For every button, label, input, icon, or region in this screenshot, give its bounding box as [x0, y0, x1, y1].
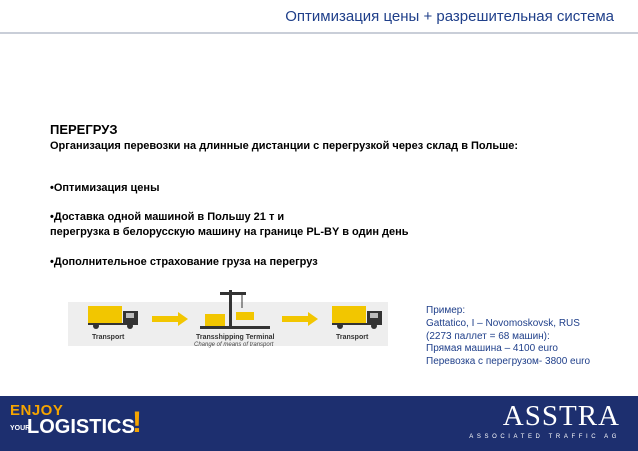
arrow-right-icon	[152, 312, 188, 326]
bullet-delivery-line-2: перегрузка в белорусскую машину на границе PL-BY в один день	[50, 226, 409, 238]
example-transship-price: Перевозка с перегрузом- 3800 euro	[426, 356, 591, 368]
bullet-delivery	[50, 210, 409, 240]
crane-icon	[200, 288, 270, 332]
slide-title: Оптимизация цены + разрешительная система	[285, 8, 614, 25]
stage-3-label: Transport	[336, 334, 369, 341]
bullet-insurance: •Дополнительное страхование груза на перегруз	[50, 256, 318, 268]
stage-transport-1	[86, 304, 146, 330]
bullet-price-optimization: •Оптимизация цены	[50, 182, 160, 194]
brand-tagline: ASSOCIATED TRAFFIC AG	[469, 434, 620, 440]
stage-terminal	[200, 288, 270, 332]
section-subheading: Организация перевозки на длинные дистанции с перегрузкой через склад в Польше:	[50, 140, 519, 152]
arrow-right-icon	[282, 312, 318, 326]
example-title: Пример:	[426, 305, 466, 316]
stage-2-sublabel: Change of means of transport	[194, 342, 274, 348]
brand-logo: ASSTRA	[502, 400, 620, 432]
example-direct-price: Прямая машина – 4100 euro	[426, 343, 558, 355]
stage-1-label: Transport	[92, 334, 125, 341]
slogan-your: YOUR	[10, 425, 31, 432]
bullet-delivery-line-1: •Доставка одной машиной в Польшу 21 т и	[50, 211, 285, 223]
example-volume: (2273 паллет = 68 машин):	[426, 330, 550, 342]
stage-transport-2	[330, 304, 390, 330]
example-block	[426, 305, 590, 369]
slogan-enjoy: ENJOY	[10, 402, 64, 419]
stage-2-label: Transshipping Terminal	[196, 334, 275, 341]
slogan-logistics: LOGISTICS	[27, 416, 135, 438]
footer-bar	[0, 396, 638, 451]
truck-icon	[330, 304, 390, 330]
example-route: Gattatico, I – Novomoskovsk, RUS	[426, 317, 580, 329]
truck-icon	[86, 304, 146, 330]
slogan-exclaim: !	[132, 406, 142, 439]
section-heading: ПЕРЕГРУЗ	[50, 122, 118, 137]
title-divider	[0, 32, 638, 34]
